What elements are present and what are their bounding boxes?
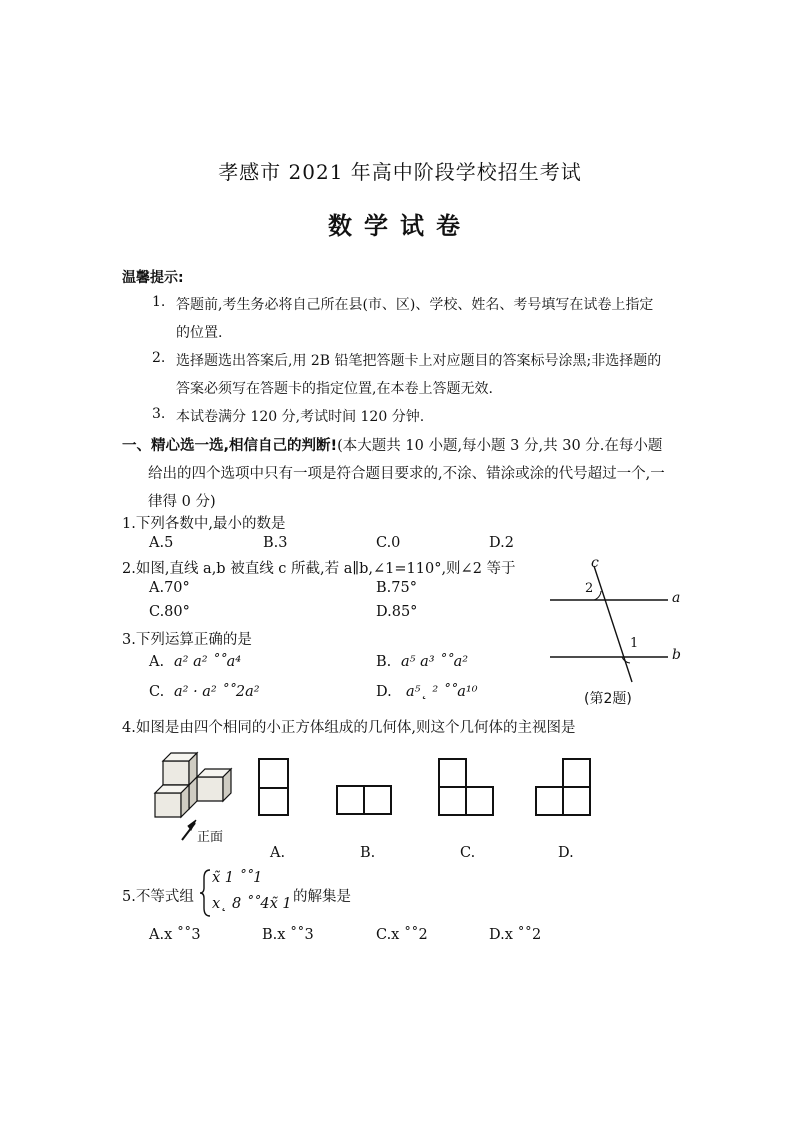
exam-title: 孝感市 2021 年高中阶段学校招生考试 <box>218 160 582 184</box>
q1-stem: 1.下列各数中,最小的数是 <box>122 516 286 532</box>
q3-option-d-expr: a⁵˛ ² ˚˚a¹⁰ <box>406 684 478 700</box>
q3-option-a-expr: a² a² ˚˚a⁴ <box>174 654 242 670</box>
line-c <box>594 566 632 682</box>
q4-option-d-figure <box>535 758 595 818</box>
q5-stem-suffix: 的解集是 <box>293 889 351 905</box>
q2-option-b: B.75° <box>376 580 417 596</box>
q4-option-a-figure <box>258 758 296 818</box>
q2-label-c: c <box>591 555 599 571</box>
exam-subtitle: 数学试卷 <box>328 211 472 240</box>
q4-option-b: B. <box>360 845 376 861</box>
q5-option-a: A.x ˚˚3 <box>149 927 201 943</box>
q4-front-label: 正面 <box>197 830 224 845</box>
tip-2-num: 2. <box>152 350 166 366</box>
q3-option-d-label: D. <box>376 684 392 700</box>
angle-2-arc <box>594 591 601 600</box>
q3-stem: 3.下列运算正确的是 <box>122 632 252 648</box>
cube-top <box>163 753 197 785</box>
section1-heading: 一、精心选一选,相信自己的判断! <box>122 438 338 454</box>
q5-inequality-1: x̃ 1 ˚˚1 <box>212 870 263 886</box>
q5-stem-prefix: 5.不等式组 <box>122 889 194 905</box>
q1-option-b: B.3 <box>263 535 288 551</box>
tips-heading: 温馨提示: <box>122 270 184 286</box>
q3-option-c-label: C. <box>149 684 165 700</box>
tip-1-line2: 的位置. <box>176 325 223 341</box>
section1-line3: 律得 0 分) <box>148 494 216 510</box>
cube-back-right <box>197 769 231 801</box>
q1-option-c: C.0 <box>376 535 401 551</box>
q2-label-2: 2 <box>585 581 594 596</box>
section1-line1: (本大题共 10 小题,每小题 3 分,共 30 分.在每小题 <box>337 438 663 454</box>
cube-front-left <box>155 785 189 817</box>
q3-option-b-expr: a⁵ a³ ˚˚a² <box>401 654 469 670</box>
q4-option-a: A. <box>270 845 286 861</box>
q2-label-1: 1 <box>630 636 639 651</box>
q2-label-a: a <box>672 590 681 606</box>
section1-line2: 给出的四个选项中只有一项是符合题目要求的,不涂、错涂或涂的代号超过一个,一 <box>148 466 665 482</box>
q4-stem: 4.如图是由四个相同的小正方体组成的几何体,则这个几何体的主视图是 <box>122 720 576 736</box>
tip-3-num: 3. <box>152 406 166 422</box>
q2-label-b: b <box>672 647 681 663</box>
q4-option-d: D. <box>558 845 574 861</box>
q2-caption: (第2题) <box>584 691 632 707</box>
tip-2-line1: 选择题选出答案后,用 2B 铅笔把答题卡上对应题目的答案标号涂黑;非选择题的 <box>176 353 662 369</box>
q4-option-b-figure <box>336 785 396 817</box>
angle-1-arc <box>622 657 630 663</box>
q5-brace <box>198 868 212 918</box>
tip-2-line2: 答案必须写在答题卡的指定位置,在本卷上答题无效. <box>176 381 493 397</box>
q1-option-d: D.2 <box>489 535 514 551</box>
tip-3-line1: 本试卷满分 120 分,考试时间 120 分钟. <box>176 409 425 425</box>
q2-parallel-lines-figure <box>540 556 690 706</box>
q5-option-d: D.x ˚˚2 <box>489 927 542 943</box>
q4-option-c: C. <box>460 845 476 861</box>
q3-option-a-label: A. <box>149 654 165 670</box>
q1-option-a: A.5 <box>149 535 174 551</box>
q5-inequality-2: x˛ 8 ˚˚4x̃ 1 <box>212 896 292 912</box>
q4-option-c-figure <box>438 758 498 818</box>
q2-stem: 2.如图,直线 a,b 被直线 c 所截,若 a∥b,∠1=110°,则∠2 等于 <box>122 561 516 577</box>
q2-option-d: D.85° <box>376 604 418 620</box>
tip-1-num: 1. <box>152 294 166 310</box>
q2-option-c: C.80° <box>149 604 190 620</box>
q2-option-a: A.70° <box>149 580 190 596</box>
tip-1-line1: 答题前,考生务必将自己所在县(市、区)、学校、姓名、考号填写在试卷上指定 <box>176 297 654 313</box>
q5-option-c: C.x ˚˚2 <box>376 927 428 943</box>
q3-option-c-expr: a² · a² ˚˚2a² <box>174 684 260 700</box>
q3-option-b-label: B. <box>376 654 392 670</box>
q5-option-b: B.x ˚˚3 <box>262 927 314 943</box>
